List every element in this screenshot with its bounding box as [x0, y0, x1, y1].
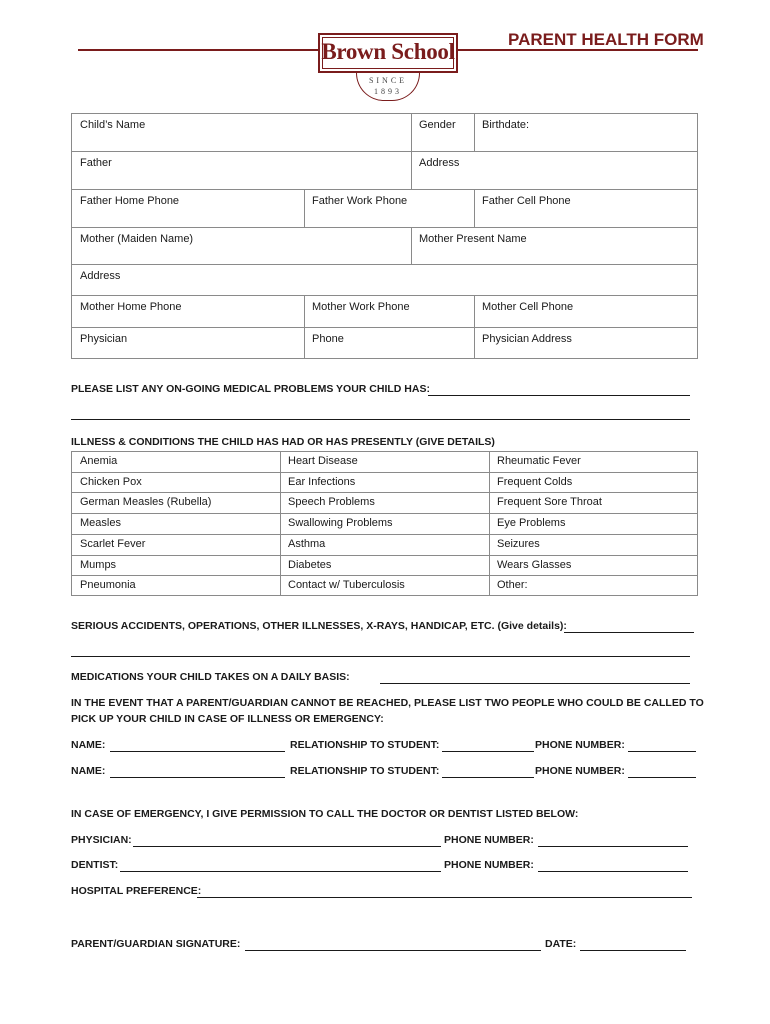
condition-cell[interactable]: Swallowing Problems [288, 517, 393, 529]
header-rule-left [78, 49, 318, 51]
condition-cell[interactable]: Ear Infections [288, 476, 356, 488]
emergency-contacts-line1: IN THE EVENT THAT A PARENT/GUARDIAN CANNOT BE REACHED, PLEASE LIST TWO PEOPLE WHO COULD BE CALLED TO [71, 697, 704, 709]
medications-line[interactable] [380, 683, 690, 684]
condition-cell[interactable]: Eye Problems [497, 517, 566, 529]
conditions-row-divider [71, 472, 698, 473]
condition-cell[interactable]: Anemia [80, 455, 118, 467]
contact1-name-label: NAME: [71, 739, 106, 751]
condition-cell[interactable]: Diabetes [288, 559, 332, 571]
condition-cell[interactable]: Frequent Colds [497, 476, 573, 488]
ongoing-problems-line-2[interactable] [71, 419, 690, 420]
conditions-row-divider [71, 534, 698, 535]
medications-label: MEDICATIONS YOUR CHILD TAKES ON A DAILY BASIS: [71, 671, 350, 683]
ongoing-problems-line[interactable] [428, 395, 690, 396]
mother-maiden-name-field[interactable]: Mother (Maiden Name) [80, 233, 194, 245]
gender-field[interactable]: Gender [419, 119, 456, 131]
contact1-relationship-label: RELATIONSHIP TO STUDENT: [290, 739, 440, 751]
emergency-contacts-line2: PICK UP YOUR CHILD IN CASE OF ILLNESS OR EMERGENCY: [71, 713, 384, 725]
father-cell-phone-field[interactable]: Father Cell Phone [482, 195, 571, 207]
grid-col-divider [474, 189, 475, 227]
signature-line[interactable] [245, 950, 541, 951]
school-logo [318, 33, 458, 96]
grid-col-divider [474, 295, 475, 359]
mother-home-phone-field[interactable]: Mother Home Phone [80, 301, 182, 313]
logo-year: 1893 [374, 87, 402, 96]
physician-label: PHYSICIAN: [71, 834, 132, 846]
condition-cell[interactable]: Frequent Sore Throat [497, 496, 602, 508]
condition-cell[interactable]: Mumps [80, 559, 117, 571]
mother-work-phone-field[interactable]: Mother Work Phone [312, 301, 410, 313]
condition-cell[interactable]: Other: [497, 579, 528, 591]
grid-row-divider [71, 151, 698, 152]
grid-col-divider [304, 189, 305, 227]
contact1-relationship-line[interactable] [442, 751, 534, 752]
grid-row-divider [71, 327, 698, 328]
date-line[interactable] [580, 950, 686, 951]
physician-phone-label: PHONE NUMBER: [444, 834, 534, 846]
address-field[interactable]: Address [419, 157, 460, 169]
condition-cell[interactable]: Pneumonia [80, 579, 136, 591]
grid-col-divider [474, 113, 475, 151]
grid-row-divider [71, 295, 698, 296]
grid-col-divider [411, 227, 412, 264]
illness-heading: ILLNESS & CONDITIONS THE CHILD HAS HAD OR HAS PRESENTLY (GIVE DETAILS) [71, 436, 495, 448]
condition-cell[interactable]: Rheumatic Fever [497, 455, 581, 467]
physician-field[interactable]: Physician [80, 333, 128, 345]
serious-accidents-line[interactable] [564, 632, 694, 633]
grid-col-divider [304, 295, 305, 359]
hospital-line[interactable] [197, 897, 692, 898]
contact1-phone-line[interactable] [628, 751, 696, 752]
contact1-name-line[interactable] [110, 751, 285, 752]
conditions-row-divider [71, 555, 698, 556]
conditions-row-divider [71, 513, 698, 514]
hospital-label: HOSPITAL PREFERENCE: [71, 885, 202, 897]
serious-accidents-label: SERIOUS ACCIDENTS, OPERATIONS, OTHER ILLNESSES, X-RAYS, HANDICAP, ETC. (Give details): [71, 620, 567, 632]
birthdate-field[interactable]: Birthdate: [482, 119, 530, 131]
physician-address-field[interactable]: Physician Address [482, 333, 572, 345]
father-home-phone-field[interactable]: Father Home Phone [80, 195, 180, 207]
mother-present-name-field[interactable]: Mother Present Name [419, 233, 527, 245]
conditions-row-divider [71, 492, 698, 493]
logo-name: Brown School [321, 39, 455, 64]
condition-cell[interactable]: Contact w/ Tuberculosis [288, 579, 405, 591]
childs-name-field[interactable]: Child’s Name [80, 119, 146, 131]
mother-address-field[interactable]: Address [80, 270, 121, 282]
contact2-phone-line[interactable] [628, 777, 696, 778]
contact1-phone-label: PHONE NUMBER: [535, 739, 625, 751]
date-label: DATE: [545, 938, 577, 950]
condition-cell[interactable]: Wears Glasses [497, 559, 572, 571]
contact2-relationship-line[interactable] [442, 777, 534, 778]
condition-cell[interactable]: Asthma [288, 538, 326, 550]
father-work-phone-field[interactable]: Father Work Phone [312, 195, 408, 207]
condition-cell[interactable]: Scarlet Fever [80, 538, 146, 550]
dentist-phone-label: PHONE NUMBER: [444, 859, 534, 871]
contact2-relationship-label: RELATIONSHIP TO STUDENT: [290, 765, 440, 777]
condition-cell[interactable]: Seizures [497, 538, 540, 550]
contact2-name-line[interactable] [110, 777, 285, 778]
dentist-line[interactable] [120, 871, 441, 872]
dentist-label: DENTIST: [71, 859, 119, 871]
page-title: PARENT HEALTH FORM [508, 30, 704, 49]
logo-since: SINCE [368, 76, 408, 85]
physician-line[interactable] [133, 846, 441, 847]
conditions-row-divider [71, 575, 698, 576]
condition-cell[interactable]: Speech Problems [288, 496, 375, 508]
grid-col-divider [411, 113, 412, 189]
physician-phone-field[interactable]: Phone [312, 333, 344, 345]
mother-cell-phone-field[interactable]: Mother Cell Phone [482, 301, 574, 313]
condition-cell[interactable]: Heart Disease [288, 455, 358, 467]
physician-phone-line[interactable] [538, 846, 688, 847]
condition-cell[interactable]: Measles [80, 517, 121, 529]
permission-text: IN CASE OF EMERGENCY, I GIVE PERMISSION TO CALL THE DOCTOR OR DENTIST LISTED BELOW: [71, 808, 579, 820]
grid-row-divider [71, 264, 698, 265]
dentist-phone-line[interactable] [538, 871, 688, 872]
signature-label: PARENT/GUARDIAN SIGNATURE: [71, 938, 241, 950]
contact2-phone-label: PHONE NUMBER: [535, 765, 625, 777]
serious-accidents-line-2[interactable] [71, 656, 690, 657]
father-field[interactable]: Father [80, 157, 112, 169]
condition-cell[interactable]: German Measles (Rubella) [80, 496, 212, 508]
ongoing-problems-label: PLEASE LIST ANY ON-GOING MEDICAL PROBLEMS YOUR CHILD HAS: [71, 383, 430, 395]
grid-row-divider [71, 227, 698, 228]
grid-row-divider [71, 189, 698, 190]
contact2-name-label: NAME: [71, 765, 106, 777]
condition-cell[interactable]: Chicken Pox [80, 476, 142, 488]
